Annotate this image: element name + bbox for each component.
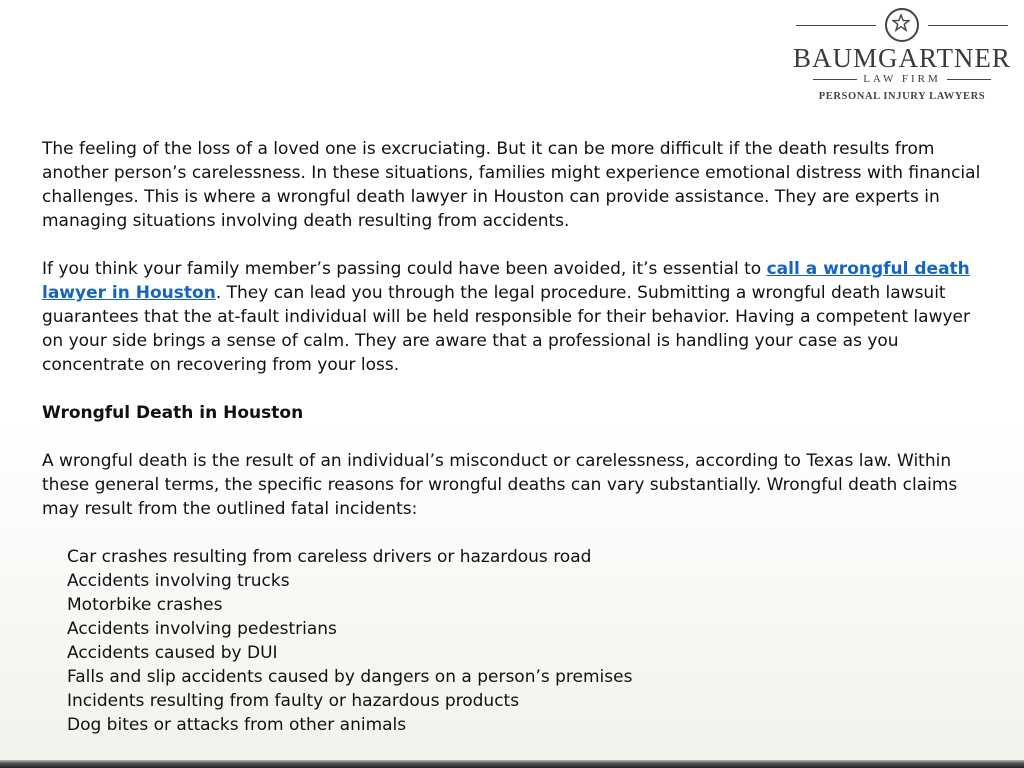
logo-rule-right [928,25,1008,26]
footer-bar [0,760,1024,768]
definition-paragraph: A wrongful death is the result of an individual’s misconduct or carelessness, according to Texas law. Within these general terms, the specific reasons for wrongful deaths can vary substantially. Wrongful death claims may result from the outlined fatal incidents: [42,451,958,519]
logo-firm-rule-left [813,79,857,80]
logo-rule-left [796,25,876,26]
logo-tagline: PERSONAL INJURY LAWYERS [818,91,986,102]
list-item: Accidents involving pedestrians [67,619,337,639]
lawyer-paragraph-rest: . They can lead you through the legal procedure. Submitting a wrongful death lawsuit guarantees that the at-fault individual will be held responsible for their behavior. Having a competent lawyer on your side brings a sense of calm. They are aware that a professional is handling your case as you concentrate on recovering from your loss. [42,283,970,375]
list-item: Motorbike crashes [67,595,223,615]
logo-name: BAUMGARTNER [793,43,1011,73]
list-item: Accidents involving trucks [67,571,290,591]
section-heading: Wrongful Death in Houston [42,403,304,423]
incidents-list [42,545,992,737]
lawyer-paragraph [42,257,992,377]
article-body [42,137,992,737]
star-icon [885,8,919,42]
logo-firm: LAW FIRM [863,73,941,85]
intro-paragraph: The feeling of the loss of a loved one is excruciating. But it can be more difficult if the death results from another person’s carelessness. In these situations, families might experience emotional distress with financial challenges. This is where a wrongful death lawyer in Houston can provide assistance. They are experts in managing situations involving death resulting from accidents. [42,139,981,231]
list-item: Incidents resulting from faulty or hazardous products [67,691,520,711]
logo-firm-row [790,72,1014,86]
list-item: Accidents caused by DUI [67,643,278,663]
wrongful-death-lawyer-link[interactable]: call a wrongful death lawyer in Houston [42,259,970,303]
logo-firm-rule-right [947,79,991,80]
list-item: Falls and slip accidents caused by dangers on a person’s premises [67,667,633,687]
list-item: Dog bites or attacks from other animals [67,715,407,735]
lawyer-paragraph-lead: If you think your family member’s passing could have been avoided, it’s essential to [42,259,767,279]
firm-logo [790,8,1014,102]
list-item: Car crashes resulting from careless drivers or hazardous road [67,547,592,567]
